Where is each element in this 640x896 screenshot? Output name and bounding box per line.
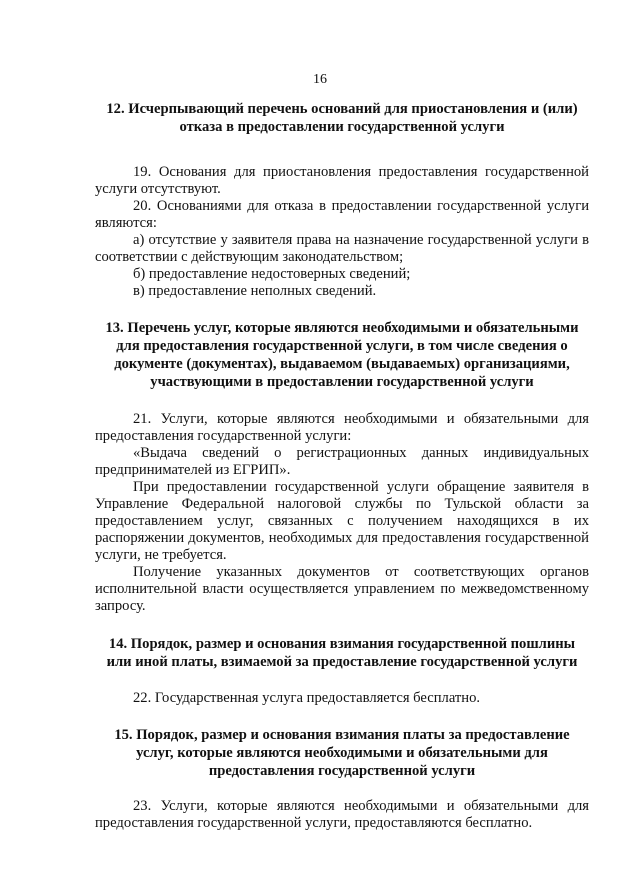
list-item-b: б) предоставление недостоверных сведений; xyxy=(133,266,411,282)
paragraph-20: 20. Основаниями для отказа в предоставлении государственной услуги являются: xyxy=(95,198,589,231)
section-14-heading: 14. Порядок, размер и основания взимания государственной пошлины или иной платы, взимаемой за предоставление государственной услуги xyxy=(106,636,578,670)
paragraph-22: 22. Государственная услуга предоставляется бесплатно. xyxy=(133,690,481,706)
section-14 xyxy=(95,635,589,707)
section-13 xyxy=(95,319,589,615)
list-item-a: а) отсутствие у заявителя права на назначение государственной услуги в соответствии с действующим законодательством; xyxy=(95,232,589,265)
section-15-heading: 15. Порядок, размер и основания взимания платы за предоставление услуг, которые являются необходимыми и обязательными для предоставления государственной услуги xyxy=(114,727,570,779)
section-12-heading: 12. Исчерпывающий перечень оснований для приостановления и (или) отказа в предоставлении государственной услуги xyxy=(106,101,578,135)
paragraph-receipt: Получение указанных документов от соответствующих органов исполнительной власти осуществляется управлением по межведомственному запросу. xyxy=(95,564,589,614)
section-12 xyxy=(95,100,589,300)
service-quote: «Выдача сведений о регистрационных данных индивидуальных предпринимателей из ЕГРИП». xyxy=(95,445,589,478)
page-number: 16 xyxy=(313,72,327,87)
paragraph-21: 21. Услуги, которые являются необходимыми и обязательными для предоставления государственной услуги: xyxy=(95,411,589,444)
section-13-heading: 13. Перечень услуг, которые являются необходимыми и обязательными для предоставления государственной услуги, в том числе сведения о документе (документах), выдаваемом (выдаваемых) организациями, участвующими в предоставлении государственной услуги xyxy=(105,320,579,390)
section-15 xyxy=(95,726,589,832)
document-body xyxy=(95,100,589,832)
list-item-c: в) предоставление неполных сведений. xyxy=(133,283,377,299)
paragraph-23: 23. Услуги, которые являются необходимыми и обязательными для предоставления государственной услуги, предоставляются бесплатно. xyxy=(95,798,589,831)
paragraph-19: 19. Основания для приостановления предоставления государственной услуги отсутствуют. xyxy=(95,164,589,197)
paragraph-appeal: При предоставлении государственной услуги обращение заявителя в Управление Федеральной налоговой службы по Тульской области за предоставлением услуг, связанных с получением находящихся в их распоряжении документов, необходимых для предоставления государственной услуги, не требуется. xyxy=(95,479,589,563)
